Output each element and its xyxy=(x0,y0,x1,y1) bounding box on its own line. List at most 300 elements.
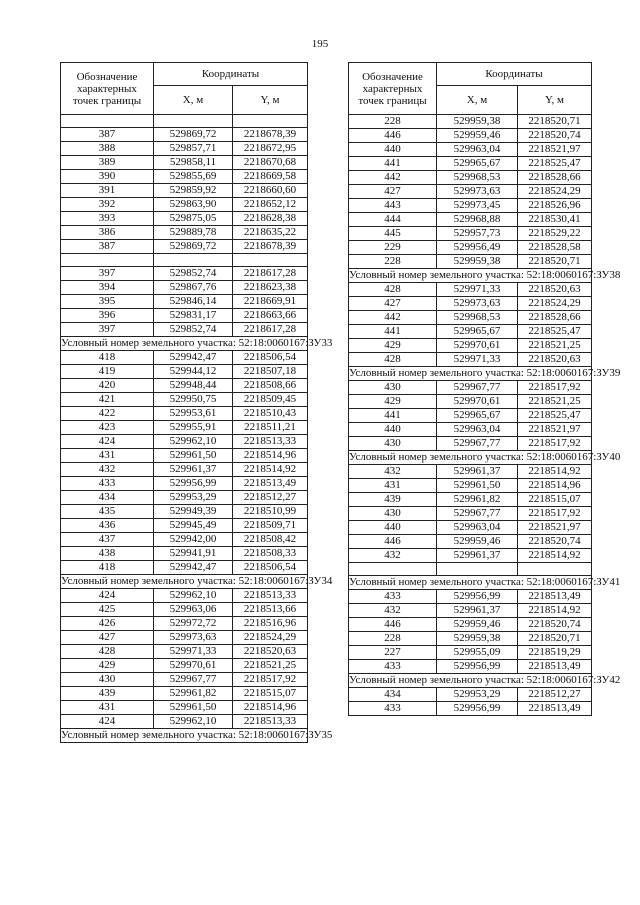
table-row xyxy=(349,255,592,269)
x-coordinate-cell: 529959,46 xyxy=(437,129,518,143)
x-coordinate-cell: 529831,17 xyxy=(154,309,233,323)
coordinates-header: Координаты xyxy=(154,63,308,86)
x-coordinate-cell: 529959,38 xyxy=(437,632,518,646)
point-number-cell: 391 xyxy=(61,184,154,198)
y-coordinate-cell: 2218520,71 xyxy=(518,115,592,129)
x-coordinate-cell: 529968,53 xyxy=(437,311,518,325)
y-coordinate-cell: 2218669,91 xyxy=(233,295,308,309)
x-coordinate-cell: 529963,04 xyxy=(437,423,518,437)
y-coordinate-cell: 2218670,68 xyxy=(233,156,308,170)
table-row xyxy=(349,143,592,157)
y-coordinate-cell: 2218507,18 xyxy=(233,365,308,379)
table-row xyxy=(61,715,308,729)
y-coordinate-cell: 2218529,22 xyxy=(518,227,592,241)
table-row xyxy=(61,449,308,463)
table-row xyxy=(61,212,308,226)
table-row xyxy=(61,240,308,254)
point-number-cell: 427 xyxy=(349,297,437,311)
x-coordinate-cell: 529955,91 xyxy=(154,421,233,435)
x-coordinate-cell: 529859,92 xyxy=(154,184,233,198)
x-coordinate-cell: 529970,61 xyxy=(154,659,233,673)
point-number-cell: 441 xyxy=(349,157,437,171)
y-coordinate-cell: 2218513,49 xyxy=(518,660,592,674)
y-coordinate-cell: 2218520,74 xyxy=(518,535,592,549)
y-coordinate-cell: 2218516,96 xyxy=(233,617,308,631)
table-row xyxy=(61,365,308,379)
y-coordinate-cell: 2218513,66 xyxy=(233,603,308,617)
table-row xyxy=(61,198,308,212)
point-number-cell: 446 xyxy=(349,535,437,549)
table-row xyxy=(349,660,592,674)
y-coordinate-cell: 2218635,22 xyxy=(233,226,308,240)
y-coordinate-cell: 2218524,29 xyxy=(518,185,592,199)
table-row xyxy=(61,226,308,240)
x-coordinate-cell: 529956,49 xyxy=(437,241,518,255)
y-coordinate-cell: 2218672,95 xyxy=(233,142,308,156)
point-number-cell: 439 xyxy=(61,687,154,701)
table-row xyxy=(61,701,308,715)
point-number-cell: 446 xyxy=(349,129,437,143)
designation-header: Обозначение характерных точек границы xyxy=(61,63,154,115)
y-coordinate-cell: 2218515,07 xyxy=(518,493,592,507)
y-coordinate-cell: 2218509,45 xyxy=(233,393,308,407)
table-row xyxy=(349,381,592,395)
table-row xyxy=(349,618,592,632)
blank-cell xyxy=(61,115,154,128)
table-row xyxy=(349,283,592,297)
x-coordinate-cell: 529971,33 xyxy=(437,283,518,297)
coordinates-table-right xyxy=(348,62,621,716)
table-row xyxy=(349,171,592,185)
x-coordinate-cell: 529963,04 xyxy=(437,143,518,157)
table-row xyxy=(61,463,308,477)
x-coordinate-cell: 529858,11 xyxy=(154,156,233,170)
x-coordinate-cell: 529953,29 xyxy=(437,688,518,702)
blank-cell xyxy=(233,115,308,128)
land-plot-number: Условный номер земельного участка: 52:18:0060167:ЗУ33 xyxy=(61,337,333,349)
point-number-cell: 442 xyxy=(349,171,437,185)
y-coordinate-cell: 2218660,60 xyxy=(233,184,308,198)
point-number-cell: 389 xyxy=(61,156,154,170)
point-number-cell: 444 xyxy=(349,213,437,227)
point-number-cell: 397 xyxy=(61,267,154,281)
x-coordinate-cell: 529959,38 xyxy=(437,115,518,129)
table-row xyxy=(349,702,592,716)
y-coordinate-cell: 2218513,49 xyxy=(518,702,592,716)
y-coordinate-cell: 2218669,58 xyxy=(233,170,308,184)
blank-row xyxy=(61,115,308,128)
point-number-cell: 421 xyxy=(61,393,154,407)
table-row xyxy=(349,325,592,339)
land-plot-number: Условный номер земельного участка: 52:18:0060167:ЗУ41 xyxy=(349,576,621,588)
y-coordinate-cell: 2218517,92 xyxy=(518,381,592,395)
point-number-cell: 433 xyxy=(61,477,154,491)
point-number-cell: 427 xyxy=(349,185,437,199)
y-coordinate-cell: 2218508,66 xyxy=(233,379,308,393)
y-coordinate-cell: 2218519,29 xyxy=(518,646,592,660)
table-row xyxy=(349,157,592,171)
table-row xyxy=(349,311,592,325)
point-number-cell: 428 xyxy=(349,353,437,367)
y-coordinate-cell: 2218525,47 xyxy=(518,409,592,423)
y-coordinate-cell: 2218514,92 xyxy=(518,465,592,479)
x-coordinate-cell: 529949,39 xyxy=(154,505,233,519)
point-number-cell: 434 xyxy=(61,491,154,505)
section-header-row xyxy=(61,575,308,589)
blank-row xyxy=(349,563,592,576)
table-row xyxy=(349,115,592,129)
y-coordinate-cell: 2218510,43 xyxy=(233,407,308,421)
y-header: Y, м xyxy=(518,86,592,115)
x-coordinate-cell: 529962,10 xyxy=(154,435,233,449)
table-row xyxy=(349,479,592,493)
y-header: Y, м xyxy=(233,86,308,115)
table-row xyxy=(61,533,308,547)
table-row xyxy=(61,170,308,184)
x-coordinate-cell: 529959,46 xyxy=(437,618,518,632)
point-number-cell: 387 xyxy=(61,240,154,254)
y-coordinate-cell: 2218521,25 xyxy=(233,659,308,673)
x-coordinate-cell: 529959,38 xyxy=(437,255,518,269)
y-coordinate-cell: 2218517,92 xyxy=(518,437,592,451)
point-number-cell: 418 xyxy=(61,561,154,575)
point-number-cell: 388 xyxy=(61,142,154,156)
table-row xyxy=(349,423,592,437)
y-coordinate-cell: 2218628,38 xyxy=(233,212,308,226)
y-coordinate-cell: 2218508,33 xyxy=(233,547,308,561)
land-plot-number: Условный номер земельного участка: 52:18:0060167:ЗУ42 xyxy=(349,674,621,686)
point-number-cell: 432 xyxy=(61,463,154,477)
table-row xyxy=(349,535,592,549)
y-coordinate-cell: 2218508,42 xyxy=(233,533,308,547)
table-row xyxy=(61,673,308,687)
section-header-row xyxy=(349,451,592,465)
y-coordinate-cell: 2218511,21 xyxy=(233,421,308,435)
point-number-cell: 436 xyxy=(61,519,154,533)
x-coordinate-cell: 529973,63 xyxy=(437,297,518,311)
y-coordinate-cell: 2218617,28 xyxy=(233,323,308,337)
point-number-cell: 395 xyxy=(61,295,154,309)
table-row xyxy=(61,477,308,491)
y-coordinate-cell: 2218514,96 xyxy=(518,479,592,493)
point-number-cell: 387 xyxy=(61,128,154,142)
table-row xyxy=(349,213,592,227)
point-number-cell: 445 xyxy=(349,227,437,241)
land-plot-number: Условный номер земельного участка: 52:18:0060167:ЗУ34 xyxy=(61,575,333,587)
point-number-cell: 437 xyxy=(61,533,154,547)
x-coordinate-cell: 529942,47 xyxy=(154,561,233,575)
x-coordinate-cell: 529972,72 xyxy=(154,617,233,631)
section-header-row xyxy=(349,269,592,283)
point-number-cell: 429 xyxy=(349,395,437,409)
point-number-cell: 228 xyxy=(349,115,437,129)
x-coordinate-cell: 529956,99 xyxy=(437,590,518,604)
point-number-cell: 396 xyxy=(61,309,154,323)
land-plot-number: Условный номер земельного участка: 52:18:0060167:ЗУ38 xyxy=(349,269,621,281)
y-coordinate-cell: 2218513,49 xyxy=(233,477,308,491)
section-header-row xyxy=(349,576,592,590)
y-coordinate-cell: 2218514,92 xyxy=(518,604,592,618)
page-number: 195 xyxy=(311,38,329,50)
y-coordinate-cell: 2218528,66 xyxy=(518,171,592,185)
point-number-cell: 438 xyxy=(61,547,154,561)
y-coordinate-cell: 2218663,66 xyxy=(233,309,308,323)
table-row xyxy=(349,199,592,213)
table-row xyxy=(349,241,592,255)
y-coordinate-cell: 2218510,99 xyxy=(233,505,308,519)
point-number-cell: 431 xyxy=(61,449,154,463)
y-coordinate-cell: 2218513,33 xyxy=(233,715,308,729)
y-coordinate-cell: 2218623,38 xyxy=(233,281,308,295)
table-row xyxy=(349,590,592,604)
table-row xyxy=(349,549,592,563)
table-row xyxy=(349,632,592,646)
point-number-cell: 423 xyxy=(61,421,154,435)
section-header-row xyxy=(61,337,308,351)
x-coordinate-cell: 529875,05 xyxy=(154,212,233,226)
x-coordinate-cell: 529961,82 xyxy=(437,493,518,507)
point-number-cell: 227 xyxy=(349,646,437,660)
table-row xyxy=(61,379,308,393)
x-coordinate-cell: 529889,78 xyxy=(154,226,233,240)
x-coordinate-cell: 529950,75 xyxy=(154,393,233,407)
table-row xyxy=(61,309,308,323)
point-number-cell: 426 xyxy=(61,617,154,631)
y-coordinate-cell: 2218520,74 xyxy=(518,129,592,143)
land-plot-number: Условный номер земельного участка: 52:18:0060167:ЗУ40 xyxy=(349,451,621,463)
point-number-cell: 446 xyxy=(349,618,437,632)
y-coordinate-cell: 2218528,66 xyxy=(518,311,592,325)
point-number-cell: 434 xyxy=(349,688,437,702)
y-coordinate-cell: 2218506,54 xyxy=(233,351,308,365)
x-coordinate-cell: 529846,14 xyxy=(154,295,233,309)
table-row xyxy=(61,645,308,659)
x-coordinate-cell: 529967,77 xyxy=(437,381,518,395)
blank-cell xyxy=(233,254,308,267)
y-coordinate-cell: 2218521,25 xyxy=(518,395,592,409)
x-header: X, м xyxy=(437,86,518,115)
y-coordinate-cell: 2218521,97 xyxy=(518,521,592,535)
x-coordinate-cell: 529945,49 xyxy=(154,519,233,533)
x-coordinate-cell: 529961,82 xyxy=(154,687,233,701)
y-coordinate-cell: 2218513,33 xyxy=(233,589,308,603)
table-row xyxy=(61,589,308,603)
point-number-cell: 430 xyxy=(349,437,437,451)
x-coordinate-cell: 529863,90 xyxy=(154,198,233,212)
table-row xyxy=(349,409,592,423)
point-number-cell: 432 xyxy=(349,465,437,479)
x-coordinate-cell: 529942,00 xyxy=(154,533,233,547)
x-coordinate-cell: 529953,29 xyxy=(154,491,233,505)
point-number-cell: 439 xyxy=(349,493,437,507)
y-coordinate-cell: 2218678,39 xyxy=(233,128,308,142)
point-number-cell: 430 xyxy=(349,507,437,521)
y-coordinate-cell: 2218520,63 xyxy=(233,645,308,659)
x-coordinate-cell: 529968,53 xyxy=(437,171,518,185)
left-table-body xyxy=(61,115,333,743)
x-coordinate-cell: 529855,69 xyxy=(154,170,233,184)
y-coordinate-cell: 2218525,47 xyxy=(518,325,592,339)
y-coordinate-cell: 2218517,92 xyxy=(518,507,592,521)
table-row xyxy=(349,493,592,507)
point-number-cell: 397 xyxy=(61,323,154,337)
x-coordinate-cell: 529956,99 xyxy=(437,702,518,716)
y-coordinate-cell: 2218517,92 xyxy=(233,673,308,687)
point-number-cell: 422 xyxy=(61,407,154,421)
y-coordinate-cell: 2218512,27 xyxy=(518,688,592,702)
table-row xyxy=(349,507,592,521)
point-number-cell: 425 xyxy=(61,603,154,617)
x-coordinate-cell: 529944,12 xyxy=(154,365,233,379)
x-coordinate-cell: 529852,74 xyxy=(154,267,233,281)
x-coordinate-cell: 529973,45 xyxy=(437,199,518,213)
land-plot-number: Условный номер земельного участка: 52:18:0060167:ЗУ35 xyxy=(61,729,333,741)
y-coordinate-cell: 2218526,96 xyxy=(518,199,592,213)
blank-cell xyxy=(349,563,437,576)
table-row xyxy=(349,297,592,311)
x-coordinate-cell: 529961,50 xyxy=(154,449,233,463)
x-coordinate-cell: 529973,63 xyxy=(437,185,518,199)
table-row xyxy=(61,267,308,281)
blank-cell xyxy=(154,115,233,128)
x-coordinate-cell: 529963,04 xyxy=(437,521,518,535)
table-row xyxy=(61,603,308,617)
point-number-cell: 433 xyxy=(349,590,437,604)
table-row xyxy=(61,631,308,645)
point-number-cell: 420 xyxy=(61,379,154,393)
x-coordinate-cell: 529973,63 xyxy=(154,631,233,645)
point-number-cell: 424 xyxy=(61,435,154,449)
point-number-cell: 440 xyxy=(349,423,437,437)
blank-cell xyxy=(154,254,233,267)
point-number-cell: 432 xyxy=(349,549,437,563)
x-coordinate-cell: 529970,61 xyxy=(437,339,518,353)
point-number-cell: 228 xyxy=(349,632,437,646)
point-number-cell: 424 xyxy=(61,589,154,603)
land-plot-number: Условный номер земельного участка: 52:18:0060167:ЗУ39 xyxy=(349,367,621,379)
point-number-cell: 435 xyxy=(61,505,154,519)
point-number-cell: 424 xyxy=(61,715,154,729)
right-table-body xyxy=(349,115,621,716)
point-number-cell: 433 xyxy=(349,702,437,716)
table-row xyxy=(349,227,592,241)
x-coordinate-cell: 529962,10 xyxy=(154,715,233,729)
table-row xyxy=(61,687,308,701)
blank-cell xyxy=(518,563,592,576)
table-row xyxy=(349,604,592,618)
x-coordinate-cell: 529955,09 xyxy=(437,646,518,660)
table-row xyxy=(61,142,308,156)
x-coordinate-cell: 529961,50 xyxy=(154,701,233,715)
table-row xyxy=(349,129,592,143)
x-coordinate-cell: 529959,46 xyxy=(437,535,518,549)
x-header: X, м xyxy=(154,86,233,115)
x-coordinate-cell: 529961,37 xyxy=(154,463,233,477)
x-coordinate-cell: 529948,44 xyxy=(154,379,233,393)
point-number-cell: 440 xyxy=(349,143,437,157)
table-row xyxy=(349,185,592,199)
x-coordinate-cell: 529869,72 xyxy=(154,240,233,254)
point-number-cell: 433 xyxy=(349,660,437,674)
point-number-cell: 442 xyxy=(349,311,437,325)
y-coordinate-cell: 2218678,39 xyxy=(233,240,308,254)
x-coordinate-cell: 529963,06 xyxy=(154,603,233,617)
y-coordinate-cell: 2218513,49 xyxy=(518,590,592,604)
y-coordinate-cell: 2218520,63 xyxy=(518,353,592,367)
point-number-cell: 431 xyxy=(61,701,154,715)
table-row xyxy=(61,407,308,421)
x-coordinate-cell: 529965,67 xyxy=(437,157,518,171)
blank-row xyxy=(61,254,308,267)
table-row xyxy=(61,547,308,561)
x-coordinate-cell: 529961,50 xyxy=(437,479,518,493)
table-row xyxy=(61,351,308,365)
point-number-cell: 443 xyxy=(349,199,437,213)
x-coordinate-cell: 529956,99 xyxy=(154,477,233,491)
x-coordinate-cell: 529968,88 xyxy=(437,213,518,227)
table-row xyxy=(349,465,592,479)
point-number-cell: 428 xyxy=(349,283,437,297)
table-row xyxy=(61,505,308,519)
y-coordinate-cell: 2218520,71 xyxy=(518,255,592,269)
x-coordinate-cell: 529852,74 xyxy=(154,323,233,337)
table-row xyxy=(61,617,308,631)
x-coordinate-cell: 529965,67 xyxy=(437,409,518,423)
table-row xyxy=(61,295,308,309)
coordinates-header: Координаты xyxy=(437,63,592,86)
table-row xyxy=(61,128,308,142)
section-header-row xyxy=(349,367,592,381)
x-coordinate-cell: 529869,72 xyxy=(154,128,233,142)
y-coordinate-cell: 2218512,27 xyxy=(233,491,308,505)
x-coordinate-cell: 529971,33 xyxy=(154,645,233,659)
table-row xyxy=(61,491,308,505)
section-header-row xyxy=(61,729,308,743)
point-number-cell: 386 xyxy=(61,226,154,240)
y-coordinate-cell: 2218520,74 xyxy=(518,618,592,632)
y-coordinate-cell: 2218652,12 xyxy=(233,198,308,212)
point-number-cell: 419 xyxy=(61,365,154,379)
point-number-cell: 431 xyxy=(349,479,437,493)
y-coordinate-cell: 2218520,63 xyxy=(518,283,592,297)
y-coordinate-cell: 2218515,07 xyxy=(233,687,308,701)
table-row xyxy=(349,521,592,535)
y-coordinate-cell: 2218509,71 xyxy=(233,519,308,533)
y-coordinate-cell: 2218524,29 xyxy=(518,297,592,311)
point-number-cell: 393 xyxy=(61,212,154,226)
x-coordinate-cell: 529953,61 xyxy=(154,407,233,421)
table-row xyxy=(349,353,592,367)
table-row xyxy=(61,393,308,407)
y-coordinate-cell: 2218525,47 xyxy=(518,157,592,171)
y-coordinate-cell: 2218528,58 xyxy=(518,241,592,255)
x-coordinate-cell: 529965,67 xyxy=(437,325,518,339)
y-coordinate-cell: 2218524,29 xyxy=(233,631,308,645)
y-coordinate-cell: 2218514,92 xyxy=(233,463,308,477)
x-coordinate-cell: 529967,77 xyxy=(437,437,518,451)
table-row xyxy=(61,421,308,435)
table-row xyxy=(61,281,308,295)
x-coordinate-cell: 529942,47 xyxy=(154,351,233,365)
x-coordinate-cell: 529956,99 xyxy=(437,660,518,674)
point-number-cell: 432 xyxy=(349,604,437,618)
y-coordinate-cell: 2218514,92 xyxy=(518,549,592,563)
table-row xyxy=(349,339,592,353)
point-number-cell: 441 xyxy=(349,325,437,339)
point-number-cell: 429 xyxy=(349,339,437,353)
designation-header: Обозначение характерных точек границы xyxy=(349,63,437,115)
table-row xyxy=(349,646,592,660)
